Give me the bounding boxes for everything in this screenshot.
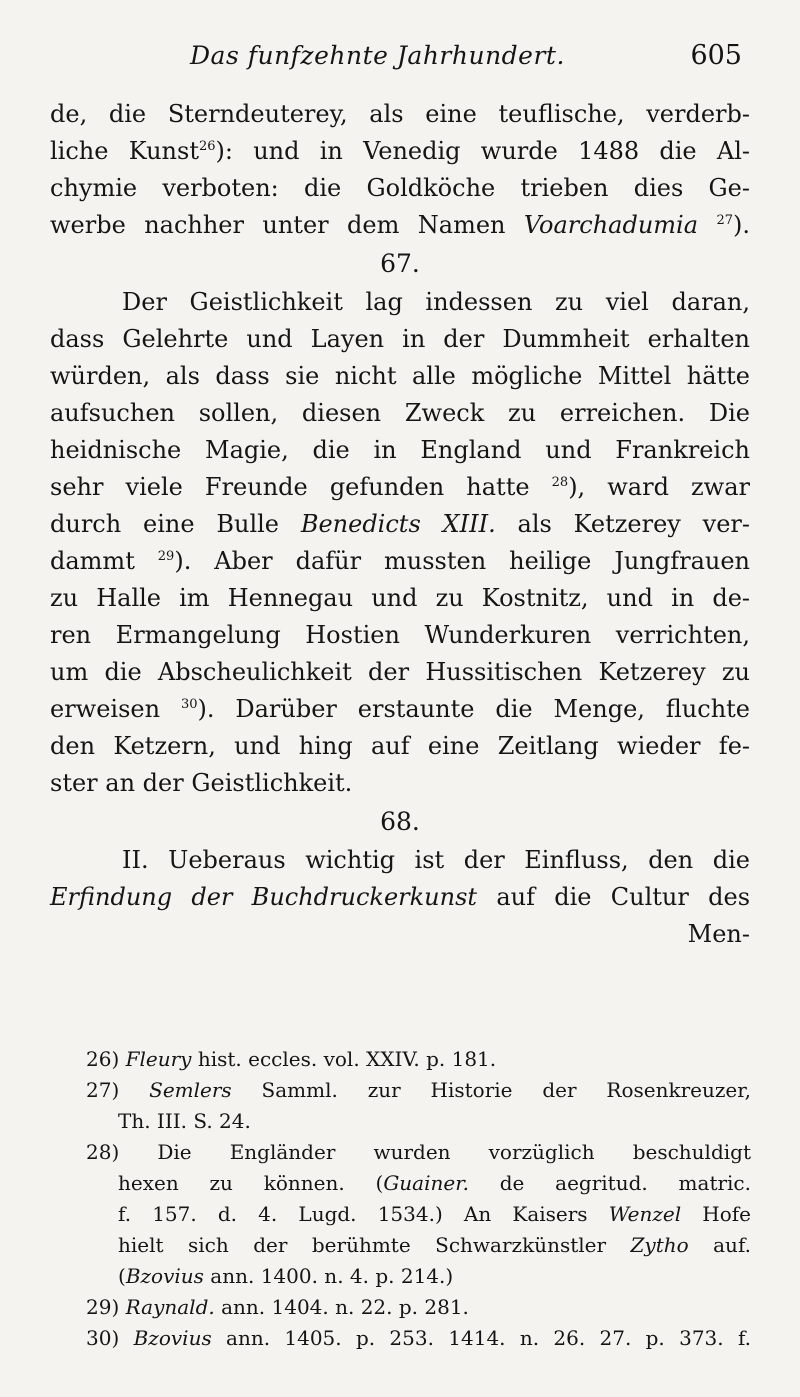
text-line: zu Halle im Hennegau und zu Kostnitz, und in de-	[50, 584, 750, 612]
footnote-28-cont: f. 157. d. 4. Lugd. 1534.) An Kaisers Wenzel Hofe	[118, 1202, 752, 1226]
footnote-28-cont: (Bzovius ann. 1400. n. 4. p. 214.)	[118, 1264, 454, 1288]
text-line: aufsuchen sollen, diesen Zweck zu erreichen. Die	[50, 399, 750, 427]
text-line: Erfindung der Buchdruckerkunst auf die Cultur des	[50, 883, 751, 911]
footnote-27: 27) Semlers Samml. zur Historie der Rosenkreuzer,	[86, 1078, 751, 1102]
text-line: würden, als dass sie nicht alle mögliche Mittel hätte	[50, 362, 750, 390]
footnote-26: 26) Fleury hist. eccles. vol. XXIV. p. 181.	[86, 1047, 497, 1071]
text-line: Der Geistlichkeit lag indessen zu viel daran,	[122, 288, 750, 316]
catchword: Men-	[687, 920, 750, 948]
footnote-28-cont: hielt sich der berühmte Schwarzkünstler Zytho auf.	[118, 1233, 751, 1257]
footnote-28-cont: hexen zu können. (Guainer. de aegritud. matric.	[118, 1171, 751, 1195]
text-line: ren Ermangelung Hostien Wunderkuren verrichten,	[50, 621, 750, 649]
footnote-ref: 29	[157, 549, 175, 564]
text-line: II. Ueberaus wichtig ist der Einfluss, den die	[122, 846, 750, 874]
footnote-ref: 27	[716, 213, 733, 228]
text-line: heidnische Magie, die in England und Frankreich	[50, 436, 750, 464]
footnote-30: 30) Bzovius ann. 1405. p. 253. 1414. n. 26. 27. p. 373. f.	[86, 1326, 751, 1350]
text-line: ster an der Geistlichkeit.	[50, 769, 353, 797]
text-line: sehr viele Freunde gefunden hatte $^{28}$), ward zwar	[50, 473, 750, 501]
footnote-ref: 26	[198, 139, 216, 154]
main-text	[50, 96, 750, 953]
text-line: erweisen $^{30}$). Darüber erstaunte die Menge, fluchte	[50, 695, 750, 723]
footnote-27-cont: Th. III. S. 24.	[118, 1109, 251, 1133]
section-number: 68.	[380, 807, 420, 836]
text-line: den Ketzern, und hing auf eine Zeitlang wieder fe-	[50, 732, 750, 760]
page-header	[190, 40, 742, 80]
text-line: de, die Sterndeuterey, als eine teuflische, verderb-	[50, 100, 750, 128]
section-number: 67.	[380, 249, 420, 278]
text-line: dass Gelehrte und Layen in der Dummheit erhalten	[50, 325, 750, 353]
text-line: werbe nachher unter dem Namen Voarchadumia $^{27}$).	[50, 211, 750, 239]
footnote-29: 29) Raynald. ann. 1404. n. 22. p. 281.	[86, 1295, 469, 1319]
text-line: durch eine Bulle Benedicts XIII. als Ketzerey ver-	[50, 510, 751, 538]
text-line: chymie verboten: die Goldköche trieben dies Ge-	[50, 174, 750, 202]
footnote-ref: 30	[180, 697, 198, 712]
footnote-28: 28) Die Engländer wurden vorzüglich beschuldigt	[86, 1140, 751, 1164]
text-line: um die Abscheulichkeit der Hussitischen Ketzerey zu	[50, 658, 750, 686]
text-line: dammt $^{29}$). Aber dafür mussten heilige Jungfrauen	[50, 547, 750, 575]
footnotes	[86, 1044, 751, 1354]
footnote-ref: 28	[551, 475, 569, 490]
page-number: 605	[690, 40, 742, 71]
text-line: liche Kunst$^{26}$): und in Venedig wurde 1488 die Al-	[50, 137, 750, 165]
running-title: Das funfzehnte Jahrhundert.	[190, 41, 565, 70]
